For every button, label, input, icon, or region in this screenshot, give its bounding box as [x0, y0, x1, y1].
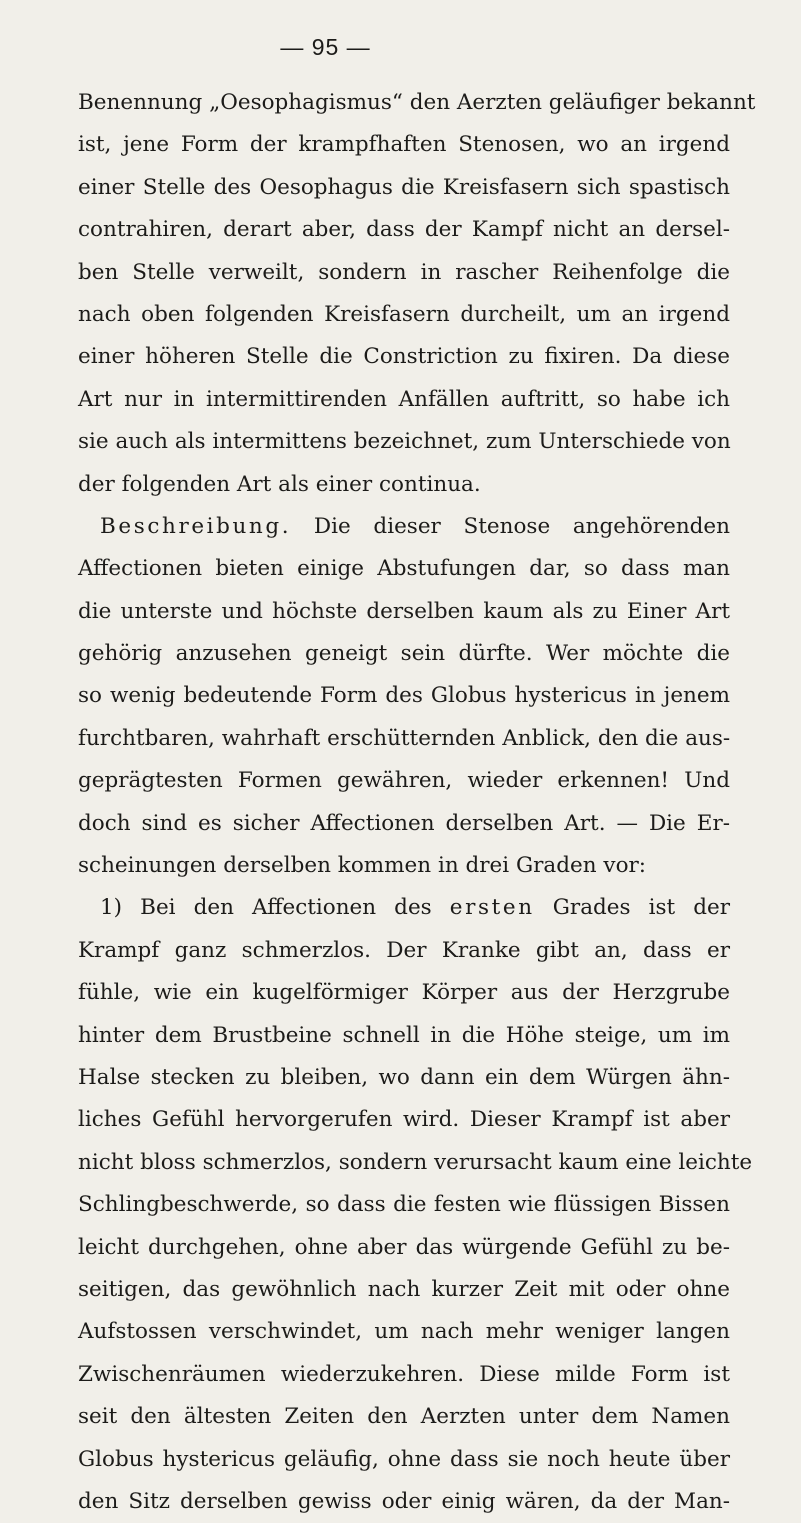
text-line: doch sind es sicher Affectionen derselben Art. — Die Er-: [78, 810, 730, 836]
text-line: ist, jene Form der krampfhaften Stenosen, wo an irgend: [78, 132, 730, 158]
text-line: nach oben folgenden Kreisfasern durcheilt, um an irgend: [78, 301, 730, 327]
text-line: scheinungen derselben kommen in drei Graden vor:: [78, 853, 647, 879]
text-line: Benennung „Oesophagismus“ den Aerzten geläufiger bekannt: [78, 90, 756, 115]
text-fragment: 1) Bei den Affectionen des: [100, 895, 450, 921]
text-line: sie auch als intermittens bezeichnet, zum Unterschiede von: [78, 429, 731, 455]
text-line: so wenig bedeutende Form des Globus hystericus in jenem: [78, 683, 730, 709]
text-line: einer höheren Stelle die Constriction zu fixiren. Da diese: [78, 344, 730, 370]
text-line: Schlingbeschwerde, so dass die festen wie flüssigen Bissen: [78, 1192, 730, 1218]
page-number: — 95 —: [280, 34, 371, 60]
spaced-word: ersten: [449, 895, 535, 921]
text-line: liches Gefühl hervorgerufen wird. Dieser Krampf ist aber: [78, 1107, 730, 1133]
body-text: [78, 82, 756, 1523]
text-line: Globus hystericus geläufig, ohne dass sie noch heute über: [78, 1446, 730, 1472]
text-line: Halse stecken zu bleiben, wo dann ein dem Würgen ähn-: [78, 1064, 730, 1090]
text-line: [78, 506, 730, 548]
text-line: contrahiren, derart aber, dass der Kampf nicht an dersel-: [78, 217, 730, 243]
text-line: furchtbaren, wahrhaft erschütternden Anblick, den die aus-: [78, 725, 731, 751]
text-line: gehörig anzusehen geneigt sein dürfte. Wer möchte die: [78, 641, 730, 667]
text-line: Zwischenräumen wiederzukehren. Diese milde Form ist: [78, 1361, 730, 1387]
spaced-heading: Beschreibung.: [100, 513, 292, 539]
text-line: ben Stelle verweilt, sondern in rascher Reihenfolge die: [78, 259, 730, 285]
text-line: die unterste und höchste derselben kaum als zu Einer Art: [78, 598, 730, 624]
text-line: geprägtesten Formen gewähren, wieder erkennen! Und: [78, 768, 730, 794]
text-line: der folgenden Art als einer continua.: [78, 471, 481, 497]
text-line: seit den ältesten Zeiten den Aerzten unter dem Namen: [78, 1404, 730, 1430]
text-line: fühle, wie ein kugelförmiger Körper aus der Herzgrube: [78, 980, 730, 1006]
text-line: nicht bloss schmerzlos, sondern verursacht kaum eine leichte: [78, 1149, 753, 1175]
text-line: Affectionen bieten einige Abstufungen dar, so dass man: [78, 556, 730, 582]
text-line: Art nur in intermittirenden Anfällen auftritt, so habe ich: [78, 386, 730, 412]
text-line: leicht durchgehen, ohne aber das würgende Gefühl zu be-: [78, 1234, 730, 1260]
text-line: den Sitz derselben gewiss oder einig wären, da der Man-: [78, 1488, 730, 1514]
text-line: Krampf ganz schmerzlos. Der Kranke gibt an, dass er: [78, 937, 730, 963]
text-fragment: Die dieser Stenose angehörenden: [291, 513, 730, 539]
text-line: einer Stelle des Oesophagus die Kreisfasern sich spastisch: [78, 174, 730, 200]
text-line: seitigen, das gewöhnlich nach kurzer Zeit mit oder ohne: [78, 1276, 730, 1302]
text-line: hinter dem Brustbeine schnell in die Höhe steige, um im: [78, 1022, 730, 1048]
text-fragment: Grades ist der: [534, 895, 731, 921]
text-line: [78, 887, 730, 929]
text-line: Aufstossen verschwindet, um nach mehr weniger langen: [78, 1319, 730, 1345]
